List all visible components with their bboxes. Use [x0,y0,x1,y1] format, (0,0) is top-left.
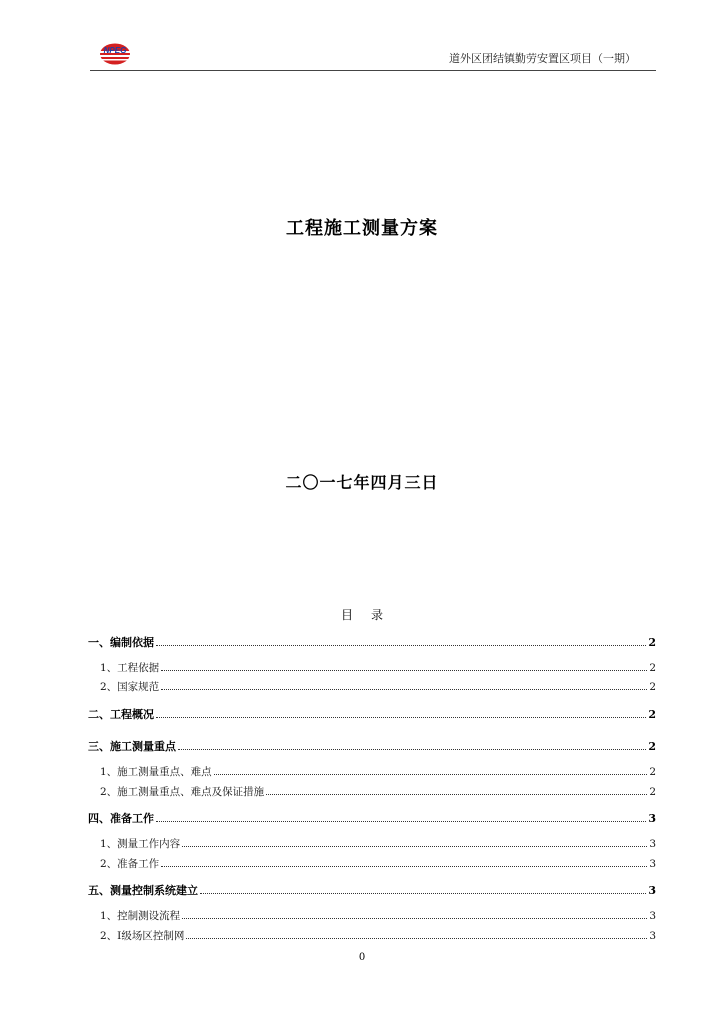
document-date: 二〇一七年四月三日 [285,473,439,492]
toc-dot-leader [161,670,647,671]
header-project-title: 道外区团结镇勤劳安置区项目（一期） [449,52,636,65]
toc-entry[interactable] [88,679,656,694]
toc-dot-leader [266,794,647,795]
toc-entry-title: 1、工程依据 [100,662,160,674]
toc-dot-leader [182,846,647,847]
toc-entry-page: 3 [648,884,656,897]
toc-entry-page: 2 [648,708,656,721]
toc-dot-leader [186,938,647,939]
toc-entry-title: 一、编制依据 [88,636,154,649]
company-logo-icon [98,42,132,66]
toc-entry-page: 3 [649,930,656,942]
toc-entry[interactable] [88,836,656,851]
toc-entry[interactable] [88,764,656,779]
toc-entry[interactable] [88,738,656,754]
toc-entry-page: 2 [649,681,656,693]
toc-entry-title: 1、测量工作内容 [100,838,181,850]
document-title: 工程施工测量方案 [286,218,438,239]
toc-entry-title: 三、施工测量重点 [88,740,176,753]
toc-entry-page: 3 [649,910,656,922]
toc-entry-title: 2、准备工作 [100,858,160,870]
toc-entry-page: 3 [648,812,656,825]
toc-entry[interactable] [88,908,656,923]
toc-entry-title: 1、控制测设流程 [100,910,181,922]
toc-heading: 目录 [340,608,401,622]
toc-entry[interactable] [88,660,656,675]
toc-entry-page: 2 [649,786,656,798]
toc-entry-page: 3 [649,858,656,870]
toc-entry-page: 2 [649,662,656,674]
toc-dot-leader [200,893,646,894]
toc-entry-title: 1、施工测量重点、难点 [100,766,212,778]
toc-dot-leader [156,645,646,646]
toc-dot-leader [161,689,647,690]
toc-entry-title: 二、工程概况 [88,708,154,721]
toc-dot-leader [214,774,648,775]
toc-entry[interactable] [88,810,656,826]
toc-entry-title: 四、准备工作 [88,812,154,825]
toc-entry-page: 2 [649,766,656,778]
page-number: 0 [358,952,366,963]
toc-entry[interactable] [88,882,656,898]
toc-entry[interactable] [88,784,656,799]
toc-entry[interactable] [88,856,656,871]
toc-dot-leader [161,866,647,867]
toc-dot-leader [156,717,646,718]
toc-dot-leader [156,821,646,822]
toc-dot-leader [178,749,646,750]
toc-entry[interactable] [88,928,656,943]
toc-entry-page: 2 [648,636,656,649]
toc-entry[interactable] [88,706,656,722]
toc-dot-leader [182,918,647,919]
toc-entry-title: 2、施工测量重点、难点及保证措施 [100,786,265,798]
logo-text: NPEG [103,46,127,55]
toc-entry-title: 2、Ⅰ级场区控制网 [100,930,185,942]
page-header [90,38,656,71]
toc-entry-title: 五、测量控制系统建立 [88,884,198,897]
toc-entry[interactable] [88,634,656,650]
toc-entry-page: 3 [649,838,656,850]
toc-entry-title: 2、国家规范 [100,681,160,693]
toc-entry-page: 2 [648,740,656,753]
